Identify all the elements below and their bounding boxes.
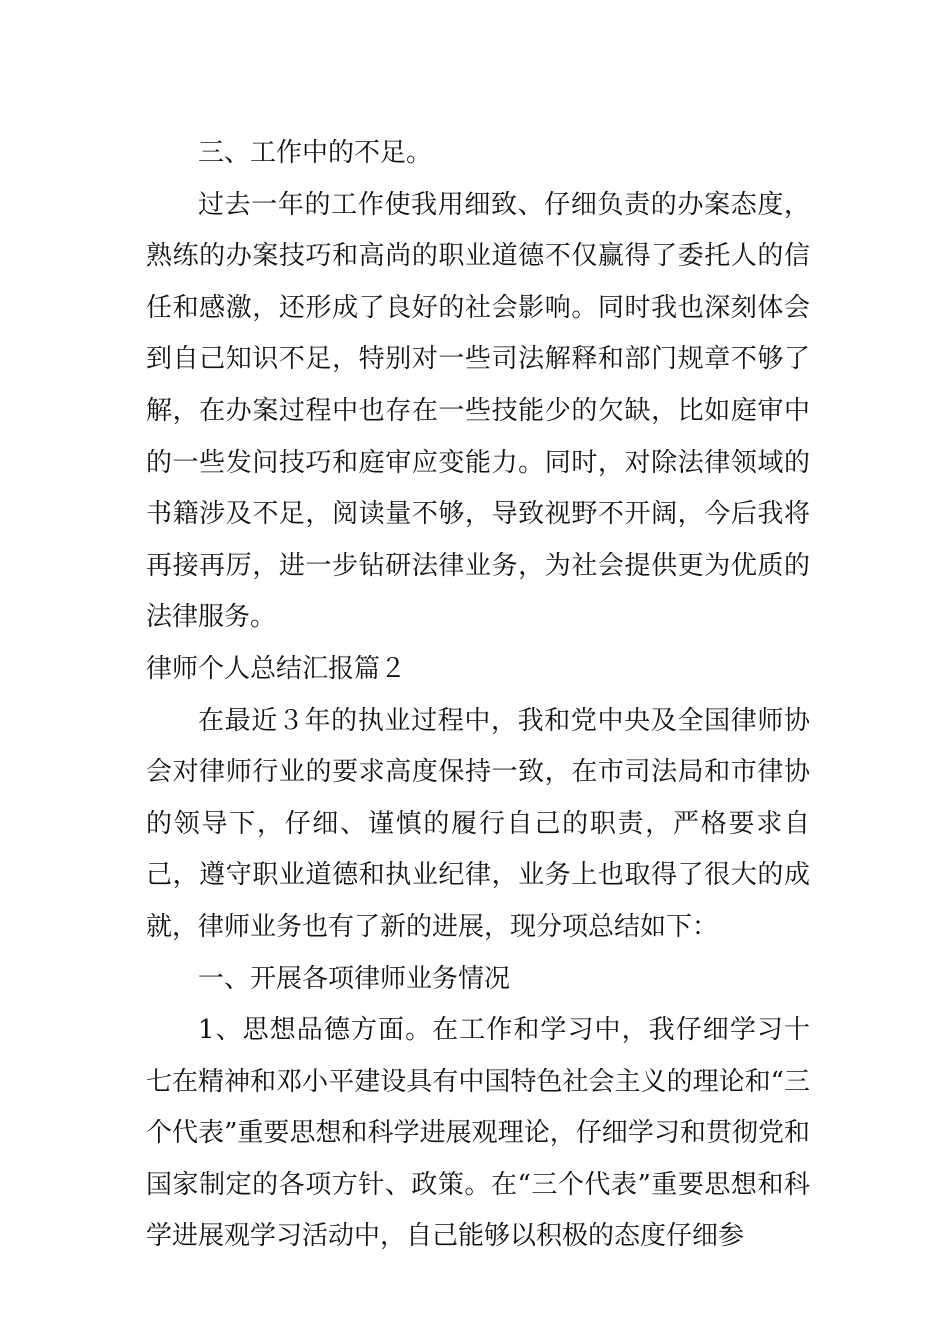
section-3-heading: 三、工作中的不足。	[198, 138, 433, 168]
section-1-heading: 一、开展各项律师业务情况	[198, 963, 511, 994]
section-3-paragraph: 过去一年的工作使我用细致、仔细负责的办案态度，熟练的办案技巧和高尚的职业道德不仅赢得了委托人的信任和感激，还形成了良好的社会影响。同时我也深刻体会到自己知识不足，特别对一些司法解释和部门规章不够了解，在办案过程中也存在一些技能少的欠缺，比如庭审中的一些发问技巧和庭审应变能力。同时，对除法律领域的书籍涉及不足，阅读量不够，导致视野不开阔，今后我将再接再厉，进一步钻研法律业务，为社会提供更为优质的法律服务。	[146, 189, 810, 633]
item-1-paragraph: 1、思想品德方面。在工作和学习中，我仔细学习十七在精神和邓小平建设具有中国特色社会主义的理论和“三个代表”重要思想和科学进展观理论，仔细学习和贯彻党和国家制定的各项方针、政策。在“三个代表”重要思想和科学进展观学习活动中，自己能够以积极的态度仔细参	[146, 1015, 810, 1252]
article-2-title: 律师个人总结汇报篇２	[146, 653, 407, 684]
document-body	[146, 128, 810, 1263]
article-2-intro-paragraph: 在最近３年的执业过程中，我和党中央及全国律师协会对律师行业的要求高度保持一致，在市司法局和市律协的领导下，仔细、谨慎的履行自己的职责，严格要求自己，遵守职业道德和执业纪律，业务上也取得了很大的成就，律师业务也有了新的进展，现分项总结如下：	[146, 705, 810, 942]
